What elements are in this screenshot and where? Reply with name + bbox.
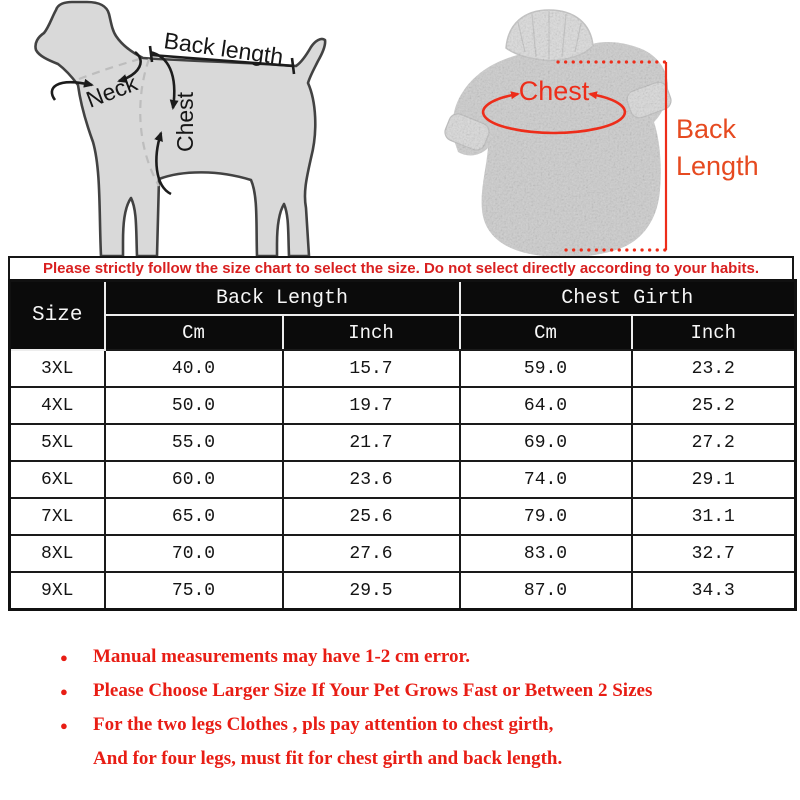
size-cell: 8XL bbox=[10, 535, 105, 572]
back-cm-header: Cm bbox=[105, 315, 283, 350]
chest-cm-cell: 74.0 bbox=[460, 461, 632, 498]
size-cell: 6XL bbox=[10, 461, 105, 498]
notes-section bbox=[60, 646, 652, 770]
bullet-dot-icon: ● bbox=[60, 650, 68, 665]
chest-cm-cell: 83.0 bbox=[460, 535, 632, 572]
back-cm-cell: 70.0 bbox=[105, 535, 283, 572]
chest-inch-cell: 32.7 bbox=[632, 535, 796, 572]
back-inch-header: Inch bbox=[283, 315, 460, 350]
warning-text: Please strictly follow the size chart to select the size. Do not select directly according to your habits. bbox=[42, 260, 760, 277]
back-cm-cell: 50.0 bbox=[105, 387, 283, 424]
back-inch-cell: 27.6 bbox=[283, 535, 460, 572]
back-cm-cell: 40.0 bbox=[105, 350, 283, 387]
size-cell: 5XL bbox=[10, 424, 105, 461]
back-inch-cell: 19.7 bbox=[283, 387, 460, 424]
note-text: For the two legs Clothes , pls pay attention to chest girth, bbox=[93, 714, 554, 735]
size-column-header: Size bbox=[10, 281, 105, 351]
dog-back-length-label: Back length bbox=[162, 27, 285, 70]
back-inch-cell: 15.7 bbox=[283, 350, 460, 387]
table-row bbox=[10, 572, 796, 610]
chest-cm-cell: 64.0 bbox=[460, 387, 632, 424]
sweater-chest-label: Chest bbox=[518, 76, 590, 106]
table-row bbox=[10, 535, 796, 572]
bullet-dot-icon: ● bbox=[60, 684, 68, 699]
sweater-graphic bbox=[430, 0, 690, 258]
size-cell: 4XL bbox=[10, 387, 105, 424]
size-table bbox=[8, 279, 797, 611]
chest-inch-cell: 27.2 bbox=[632, 424, 796, 461]
sweater-measurement-diagram bbox=[430, 0, 800, 258]
chest-cm-cell: 79.0 bbox=[460, 498, 632, 535]
back-inch-cell: 25.6 bbox=[283, 498, 460, 535]
note-text: And for four legs, must fit for chest girth and back length. bbox=[93, 748, 563, 769]
dog-chest-label: Chest bbox=[172, 91, 199, 153]
note-line bbox=[60, 714, 652, 737]
table-row bbox=[10, 350, 796, 387]
warning-banner bbox=[8, 256, 794, 281]
chest-inch-cell: 34.3 bbox=[632, 572, 796, 610]
size-cell: 7XL bbox=[10, 498, 105, 535]
note-line bbox=[60, 680, 652, 703]
back-inch-cell: 23.6 bbox=[283, 461, 460, 498]
note-text: Manual measurements may have 1-2 cm error. bbox=[93, 646, 470, 667]
sweater-length-label: Length bbox=[676, 151, 759, 181]
chest-inch-header: Inch bbox=[632, 315, 796, 350]
back-cm-cell: 75.0 bbox=[105, 572, 283, 610]
bullet-dot-icon: ● bbox=[60, 718, 68, 733]
back-inch-cell: 29.5 bbox=[283, 572, 460, 610]
chest-cm-cell: 59.0 bbox=[460, 350, 632, 387]
chest-cm-cell: 87.0 bbox=[460, 572, 632, 610]
table-row bbox=[10, 387, 796, 424]
note-line bbox=[60, 748, 652, 770]
chest-inch-cell: 31.1 bbox=[632, 498, 796, 535]
size-cell: 3XL bbox=[10, 350, 105, 387]
chest-inch-cell: 23.2 bbox=[632, 350, 796, 387]
chest-cm-cell: 69.0 bbox=[460, 424, 632, 461]
sweater-back-label: Back bbox=[676, 114, 737, 144]
chest-cm-header: Cm bbox=[460, 315, 632, 350]
back-length-group-header: Back Length bbox=[105, 281, 460, 316]
chest-inch-cell: 29.1 bbox=[632, 461, 796, 498]
back-cm-cell: 65.0 bbox=[105, 498, 283, 535]
chest-girth-group-header: Chest Girth bbox=[460, 281, 796, 316]
chest-inch-cell: 25.2 bbox=[632, 387, 796, 424]
sweater-fuzz-texture bbox=[430, 0, 690, 258]
table-row bbox=[10, 498, 796, 535]
note-line bbox=[60, 646, 652, 669]
back-inch-cell: 21.7 bbox=[283, 424, 460, 461]
back-cm-cell: 55.0 bbox=[105, 424, 283, 461]
dog-neck-label: Neck bbox=[82, 69, 141, 113]
dog-measurement-diagram bbox=[0, 0, 430, 258]
table-row bbox=[10, 461, 796, 498]
size-cell: 9XL bbox=[10, 572, 105, 610]
note-text: Please Choose Larger Size If Your Pet Grows Fast or Between 2 Sizes bbox=[93, 680, 653, 701]
table-row bbox=[10, 424, 796, 461]
back-cm-cell: 60.0 bbox=[105, 461, 283, 498]
